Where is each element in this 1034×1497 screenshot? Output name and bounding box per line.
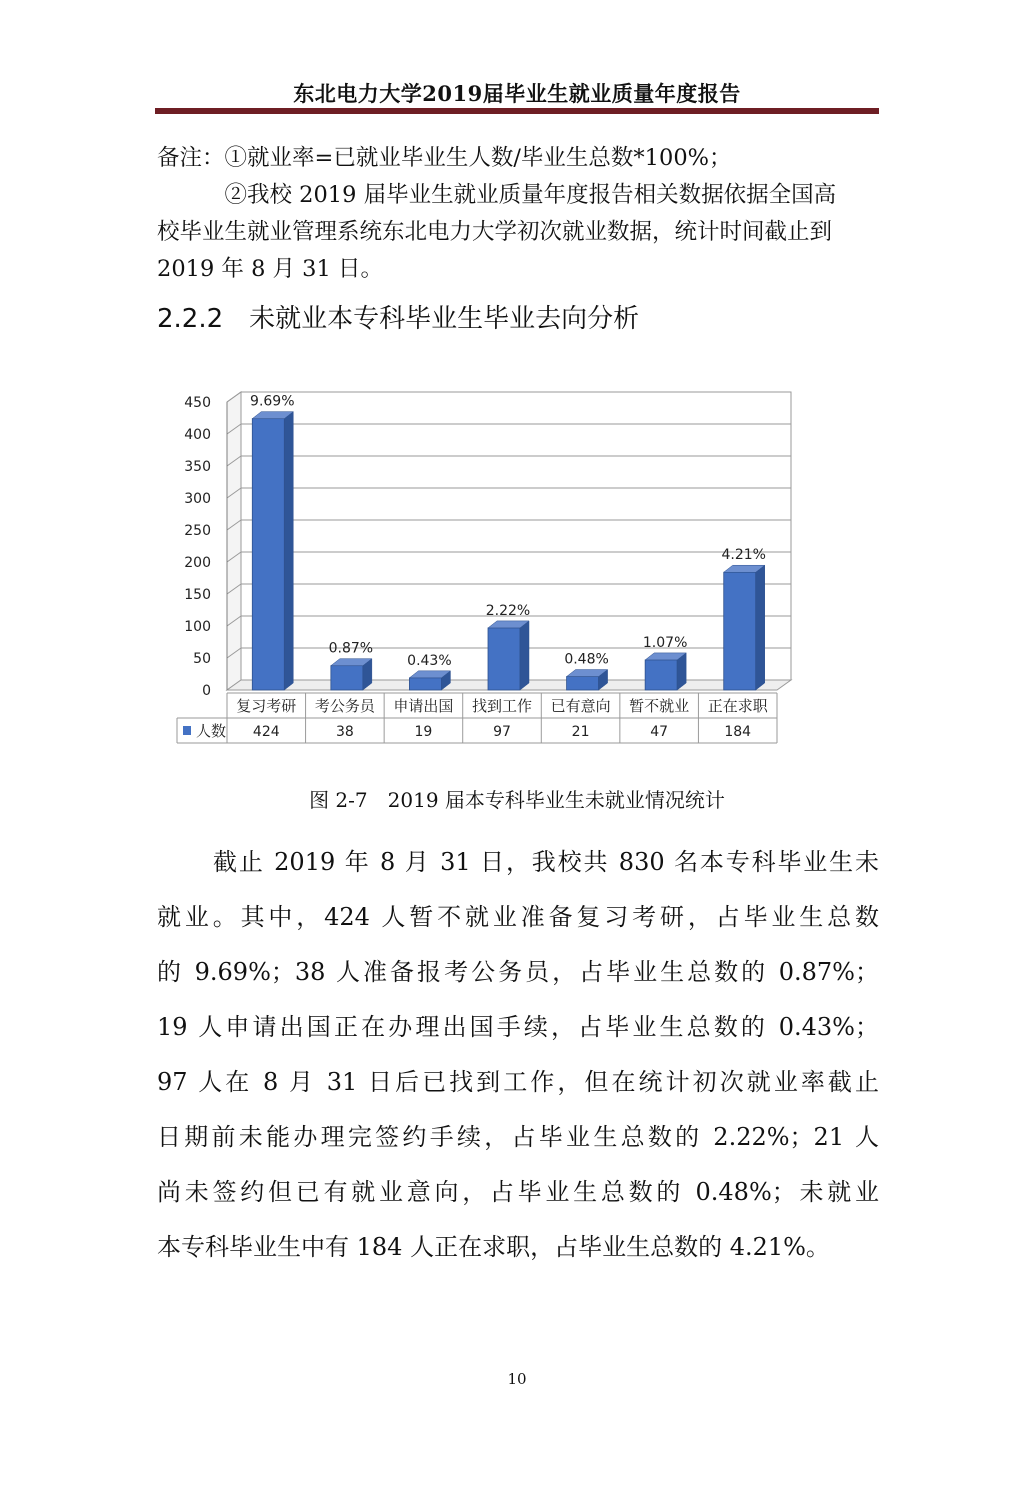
body-line: 日期前未能办理完签约手续，占毕业生总数的 2.22%；21 人: [157, 1123, 879, 1151]
body-line: 尚未签约但已有就业意向，占毕业生总数的 0.48%；未就业: [157, 1178, 879, 1206]
body-line: 97 人在 8 月 31 日后已找到工作，但在统计初次就业率截止: [157, 1068, 879, 1096]
x-category-label: 找到工作: [471, 697, 533, 715]
y-tick-label: 400: [184, 427, 211, 443]
note-line: 2019 年 8 月 31 日。: [157, 256, 383, 282]
bar: [645, 660, 677, 690]
data-label: 1.07%: [642, 634, 688, 651]
figure-caption: 图 2-7 2019 届本专科毕业生未就业情况统计: [309, 788, 725, 812]
x-category-label: 正在求职: [707, 697, 768, 715]
table-value: 424: [252, 724, 280, 740]
legend-swatch: [183, 726, 191, 735]
bar-side: [520, 621, 529, 690]
bar: [252, 419, 284, 690]
data-label: 0.87%: [328, 640, 374, 657]
x-category-label: 暂不就业: [629, 697, 690, 715]
data-label: 4.21%: [721, 547, 766, 564]
bar: [567, 677, 599, 690]
section-heading: 2.2.2 未就业本专科毕业生毕业去向分析: [157, 304, 640, 334]
table-value: 19: [414, 724, 433, 740]
page-number: 10: [507, 1370, 527, 1388]
x-category-label: 考公务员: [314, 697, 375, 715]
y-tick-label: 450: [184, 395, 211, 411]
notes-block: [157, 140, 879, 288]
bar: [724, 572, 756, 690]
table-value: 47: [650, 724, 669, 740]
legend-series-name: 人数: [196, 722, 227, 740]
bar-side: [756, 565, 765, 690]
data-label: 2.22%: [485, 602, 531, 619]
data-label: 0.43%: [407, 652, 452, 669]
body-line: 截止 2019 年 8 月 31 日，我校共 830 名本专科毕业生未: [213, 848, 879, 876]
note-line: 备注：①就业率=已就业毕业生人数/毕业生总数*100%；: [157, 145, 732, 171]
bar: [331, 666, 363, 690]
data-label: 0.48%: [564, 651, 609, 668]
x-category-label: 已有意向: [550, 697, 611, 715]
x-category-label: 申请出国: [393, 697, 454, 715]
table-value: 97: [493, 724, 511, 740]
chart-axis: [184, 395, 227, 699]
note-line: 校毕业生就业管理系统东北电力大学初次就业数据，统计时间截止到: [157, 219, 833, 245]
bar: [488, 628, 520, 690]
y-tick-label: 350: [184, 459, 211, 475]
bar: [409, 678, 441, 690]
x-category-label: 复习考研: [236, 697, 297, 715]
body-paragraph: [157, 835, 879, 1275]
body-line: 就业。其中，424 人暂不就业准备复习考研，占毕业生总数: [157, 903, 879, 931]
y-tick-label: 50: [193, 651, 211, 667]
y-tick-label: 250: [184, 523, 211, 539]
body-line: 的 9.69%；38 人准备报考公务员，占毕业生总数的 0.87%；: [157, 958, 879, 986]
note-line: ②我校 2019 届毕业生就业质量年度报告相关数据依据全国高: [157, 182, 837, 208]
y-tick-label: 300: [184, 491, 211, 507]
table-value: 184: [724, 724, 752, 740]
y-tick-label: 0: [202, 683, 211, 699]
header-rule: [155, 108, 879, 114]
table-value: 21: [571, 724, 590, 740]
y-tick-label: 100: [184, 619, 211, 635]
bar-chart: [155, 372, 815, 757]
y-tick-label: 150: [184, 587, 211, 603]
table-value: 38: [335, 724, 354, 740]
body-line: 本专科毕业生中有 184 人正在求职，占毕业生总数的 4.21%。: [157, 1233, 830, 1261]
data-label: 9.69%: [250, 393, 295, 410]
report-header-title: 东北电力大学2019届毕业生就业质量年度报告: [293, 81, 741, 106]
y-tick-label: 200: [184, 555, 211, 571]
body-line: 19 人申请出国正在办理出国手续，占毕业生总数的 0.43%；: [157, 1013, 879, 1041]
chart-side-wall: [227, 392, 241, 690]
bar-side: [284, 412, 293, 690]
chart-data-table: [177, 693, 777, 743]
